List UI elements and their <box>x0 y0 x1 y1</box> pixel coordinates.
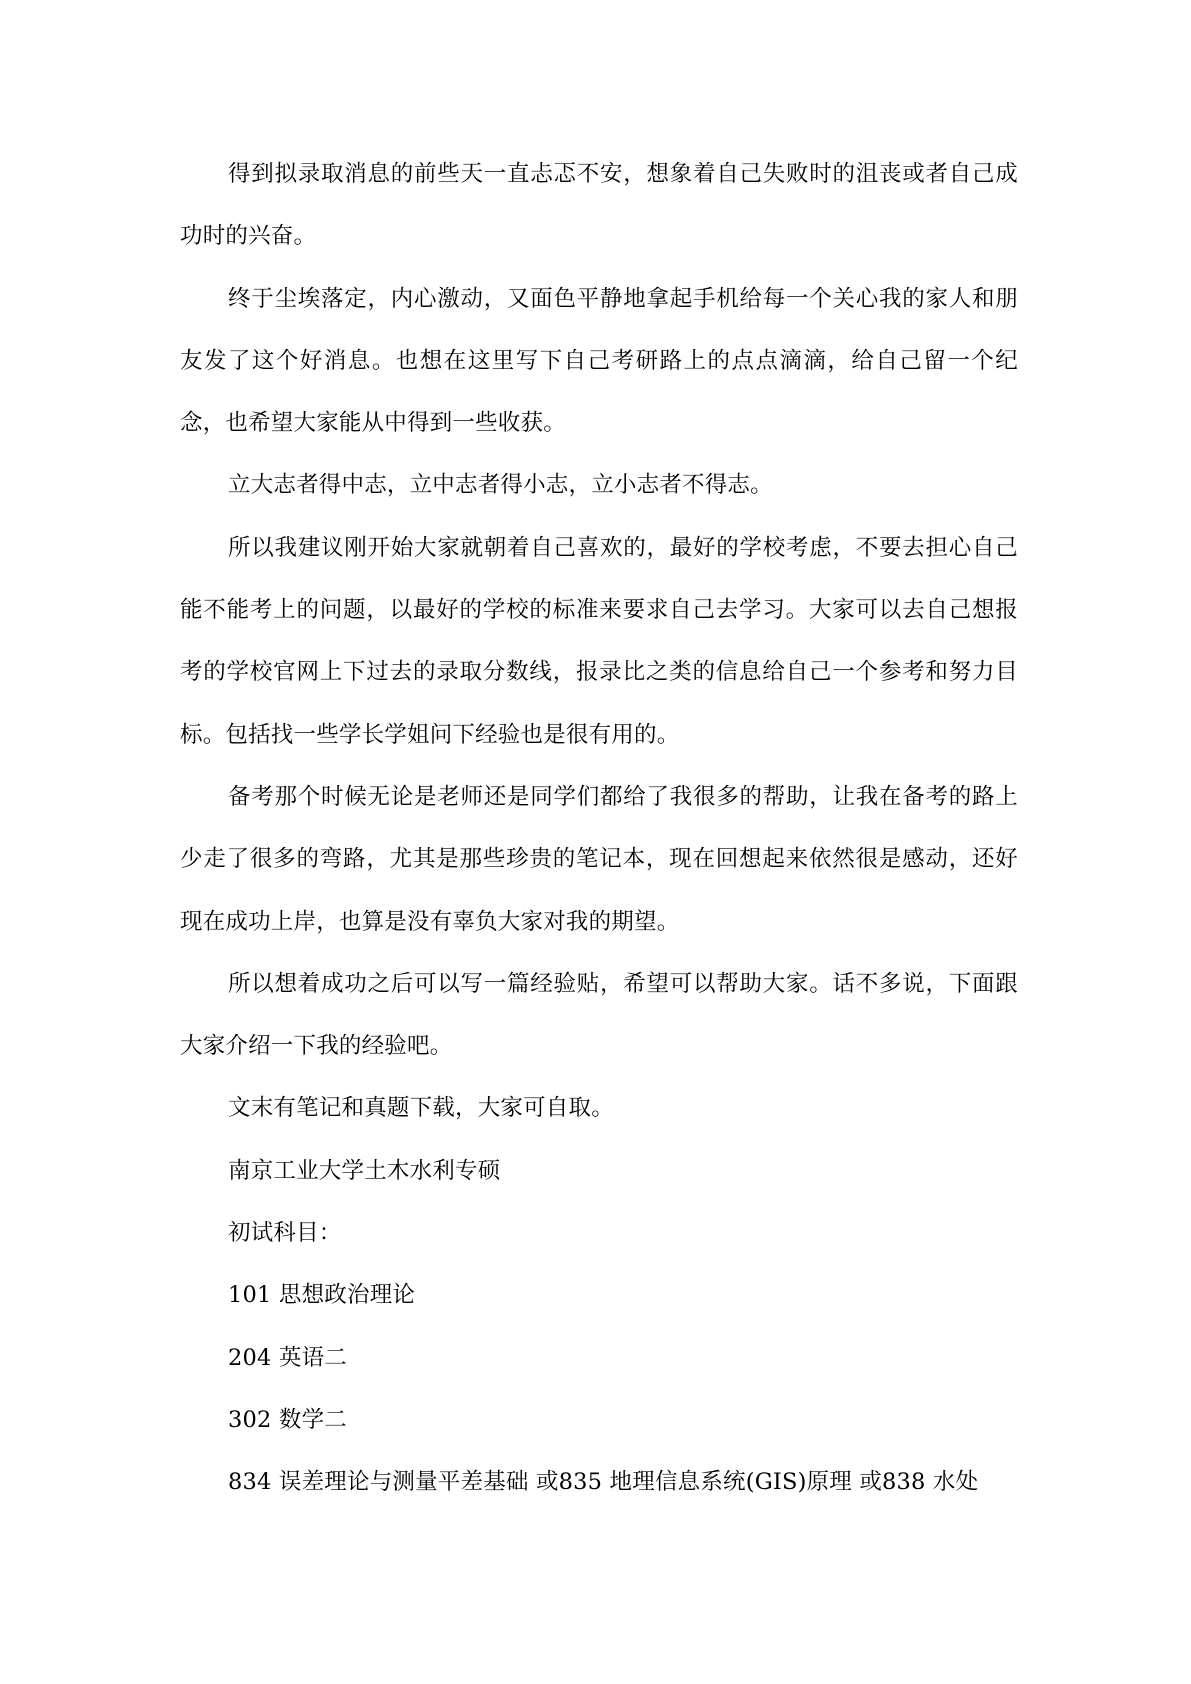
subject-item: 302 数学二 <box>228 1406 347 1433</box>
paragraph-intro: 得到拟录取消息的前些天一直忐忑不安，想象着自己失败时的沮丧或者自己成功时的兴奋。 <box>180 161 1018 250</box>
paragraph-advice: 所以我建议刚开始大家就朝着自己喜欢的，最好的学校考虑，不要去担心自己能不能考上的问题，以最好的学校的标准来要求自己去学习。大家可以去自己想报考的学校官网上下过去的录取分数线，报录比之类的信息给自己一个参考和努力目标。包括找一些学长学姐问下经验也是很有用的。 <box>180 534 1018 748</box>
document-body <box>180 143 1018 1514</box>
paragraph-thanks: 备考那个时候无论是老师还是同学们都给了我很多的帮助，让我在备考的路上少走了很多的弯路，尤其是那些珍贵的笔记本，现在回想起来依然很是感动，还好现在成功上岸，也算是没有辜负大家对我的期望。 <box>180 783 1018 935</box>
download-note: 文末有笔记和真题下载，大家可自取。 <box>228 1095 614 1122</box>
subject-item: 101 思想政治理论 <box>228 1282 416 1309</box>
subject-item: 834 误差理论与测量平差基础 或835 地理信息系统(GIS)原理 或838 水处 <box>228 1469 979 1496</box>
subject-item: 204 英语二 <box>228 1344 347 1371</box>
subjects-heading: 初试科目： <box>228 1220 342 1247</box>
paragraph-result: 终于尘埃落定，内心激动，又面色平静地拿起手机给每一个关心我的家人和朋友发了这个好消息。也想在这里写下自己考研路上的点点滴滴，给自己留一个纪念，也希望大家能从中得到一些收获。 <box>180 285 1018 437</box>
program-title: 南京工业大学土木水利专硕 <box>228 1157 501 1184</box>
paragraph-purpose: 所以想着成功之后可以写一篇经验贴，希望可以帮助大家。话不多说，下面跟大家介绍一下我的经验吧。 <box>180 970 1018 1060</box>
paragraph-quote: 立大志者得中志，立中志者得小志，立小志者不得志。 <box>228 472 773 499</box>
